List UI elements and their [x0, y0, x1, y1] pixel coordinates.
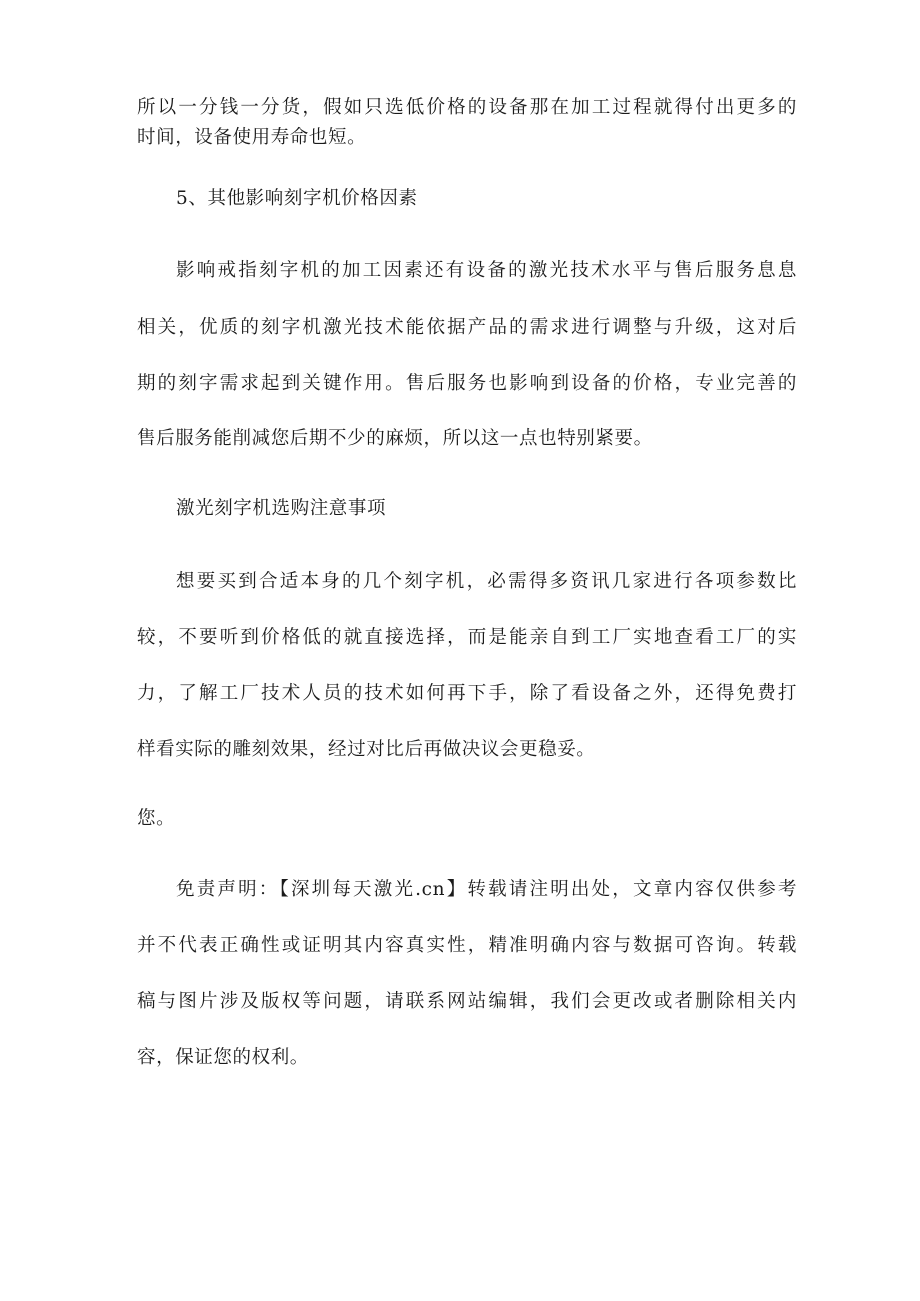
paragraph-line: 时间，设备使用寿命也短。 [137, 127, 367, 148]
paragraph-line: 想要买到合适本身的几个刻字机，必需得多资讯几家进行各项参数比 [176, 571, 797, 592]
disclaimer-line: 容，保证您的权利。 [137, 1047, 309, 1068]
section-heading: 5、其他影响刻字机价格因素 [176, 188, 418, 209]
paragraph-line: 影响戒指刻字机的加工因素还有设备的激光技术水平与售后服务息息 [176, 260, 797, 281]
paragraph-line: 样看实际的雕刻效果，经过对比后再做决议会更稳妥。 [137, 739, 596, 760]
paragraph-line: 力，了解工厂技术人员的技术如何再下手，除了看设备之外，还得免费打 [137, 683, 797, 704]
disclaimer-line: 并不代表正确性或证明其内容真实性，精准明确内容与数据可咨询。转载 [137, 935, 797, 956]
paragraph-line: 售后服务能削减您后期不少的麻烦，所以这一点也特别紧要。 [137, 428, 653, 449]
paragraph-line: 较，不要听到价格低的就直接选择，而是能亲自到工厂实地查看工厂的实 [137, 627, 797, 648]
paragraph-line: 相关，优质的刻字机激光技术能依据产品的需求进行调整与升级，这对后 [137, 317, 797, 338]
section-heading: 激光刻字机选购注意事项 [176, 498, 387, 519]
paragraph-line: 所以一分钱一分货，假如只选低价格的设备那在加工过程就得付出更多的 [137, 97, 797, 118]
disclaimer-line: 免责声明：【深圳每天激光.cn】转载请注明出处，文章内容仅供参考 [176, 879, 797, 900]
paragraph-line: 期的刻字需求起到关键作用。售后服务也影响到设备的价格，专业完善的 [137, 373, 797, 394]
disclaimer-line: 稿与图片涉及版权等问题，请联系网站编辑，我们会更改或者删除相关内 [137, 991, 797, 1012]
paragraph-line: 您。 [137, 808, 176, 829]
